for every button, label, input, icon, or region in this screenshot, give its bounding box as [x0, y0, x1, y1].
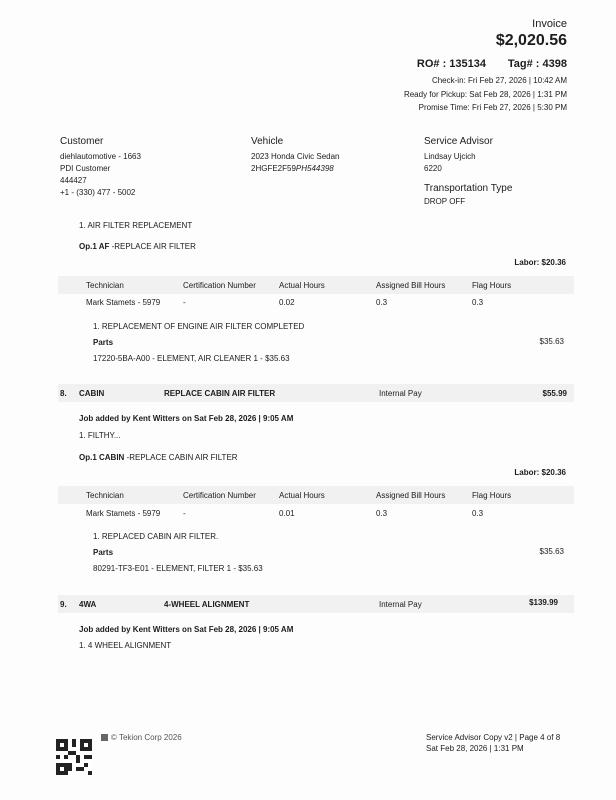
customer-phone: +1 - (330) 477 - 5002	[60, 188, 136, 197]
col-flag-hours: Flag Hours	[472, 491, 512, 500]
footer-copyright: © Tekion Corp 2026	[101, 733, 182, 742]
job9-header-band	[58, 595, 574, 613]
job7-cert: -	[183, 298, 186, 307]
customer-heading: Customer	[60, 136, 104, 147]
ready-time: Ready for Pickup: Sat Feb 28, 2026 | 1:31 PM	[403, 90, 567, 99]
job8-concern: 1. FILTHY...	[79, 431, 121, 440]
job7-parts-label: Parts	[93, 338, 114, 347]
job8-tech: Mark Stamets - 5979	[86, 509, 161, 518]
job8-added-by: Job added by Kent Witters on Sat Feb 28, 2026 | 9:05 AM	[79, 414, 294, 423]
doc-title: Invoice	[532, 18, 567, 30]
job7-concern: 1. AIR FILTER REPLACEMENT	[79, 221, 193, 230]
job8-amount: $55.99	[542, 389, 567, 398]
qr-code-icon	[56, 739, 92, 775]
footer-copy-page: Service Advisor Copy v2 | Page 4 of 8	[426, 733, 561, 742]
job8-title: REPLACE CABIN AIR FILTER	[164, 389, 276, 398]
col-flag-hours: Flag Hours	[472, 281, 512, 290]
col-technician: Technician	[86, 281, 124, 290]
job8-flag: 0.3	[472, 509, 484, 518]
transport-value: DROP OFF	[424, 197, 466, 206]
job8-parts-label: Parts	[93, 548, 114, 557]
job7-flag: 0.3	[472, 298, 484, 307]
vehicle-heading: Vehicle	[251, 136, 284, 147]
job7-story: 1. REPLACEMENT OF ENGINE AIR FILTER COMPLETED	[93, 322, 305, 331]
promise-time: Promise Time: Fri Feb 27, 2026 | 5:30 PM	[418, 103, 567, 112]
advisor-id: 6220	[424, 164, 442, 173]
job7-tech: Mark Stamets - 5979	[86, 298, 161, 307]
advisor-name: Lindsay Ujcich	[424, 152, 476, 161]
col-actual-hours: Actual Hours	[279, 491, 325, 500]
job8-pay-type: Internal Pay	[379, 389, 422, 398]
job8-operation: Op.1 CABIN -REPLACE CABIN AIR FILTER	[79, 453, 238, 462]
job9-concern: 1. 4 WHEEL ALIGNMENT	[79, 641, 172, 650]
job9-number: 9.	[60, 600, 67, 609]
col-certification: Certification Number	[183, 491, 256, 500]
col-assigned-hours: Assigned Bill Hours	[376, 491, 446, 500]
advisor-heading: Service Advisor	[424, 136, 493, 147]
vehicle-vin: 2HGFE2F59PH544398	[251, 164, 334, 173]
job8-code: CABIN	[79, 389, 105, 398]
job8-header-band	[58, 384, 574, 402]
job8-part-line: 80291-TF3-E01 - ELEMENT, FILTER 1 - $35.63	[93, 564, 263, 573]
job8-story: 1. REPLACED CABIN AIR FILTER.	[93, 532, 219, 541]
job8-parts-total: $35.63	[539, 547, 564, 556]
col-certification: Certification Number	[183, 281, 256, 290]
checkin-time: Check-in: Fri Feb 27, 2026 | 10:42 AM	[431, 76, 567, 85]
customer-name: diehlautomotive - 1663	[60, 152, 141, 161]
col-actual-hours: Actual Hours	[279, 281, 325, 290]
job7-assigned: 0.3	[376, 298, 388, 307]
footer-printed: Sat Feb 28, 2026 | 1:31 PM	[426, 744, 524, 753]
invoice-total: $2,020.56	[495, 32, 567, 49]
job7-actual: 0.02	[279, 298, 295, 307]
col-assigned-hours: Assigned Bill Hours	[376, 281, 446, 290]
ro-number: RO# : 135134	[416, 58, 486, 70]
vehicle-model: 2023 Honda Civic Sedan	[251, 152, 340, 161]
job8-number: 8.	[60, 389, 67, 398]
tag-number: Tag# : 4398	[507, 58, 567, 70]
job8-actual: 0.01	[279, 509, 295, 518]
job8-labor: Labor: $20.36	[514, 468, 566, 477]
job7-labor: Labor: $20.36	[514, 258, 566, 267]
transport-heading: Transportation Type	[424, 183, 513, 194]
col-technician: Technician	[86, 491, 124, 500]
job9-amount: $139.99	[529, 598, 558, 607]
job7-part-line: 17220-5BA-A00 - ELEMENT, AIR CLEANER 1 - $35.63	[93, 354, 290, 363]
job7-parts-total: $35.63	[539, 337, 564, 346]
job8-cert: -	[183, 509, 186, 518]
job9-title: 4-WHEEL ALIGNMENT	[164, 600, 250, 609]
job9-code: 4WA	[79, 600, 97, 609]
tekion-logo-icon	[101, 734, 108, 741]
job9-pay-type: Internal Pay	[379, 600, 422, 609]
job9-added-by: Job added by Kent Witters on Sat Feb 28, 2026 | 9:05 AM	[79, 625, 294, 634]
job8-assigned: 0.3	[376, 509, 388, 518]
customer-id: 444427	[60, 176, 87, 185]
customer-type: PDI Customer	[60, 164, 111, 173]
job7-operation: Op.1 AF -REPLACE AIR FILTER	[79, 242, 196, 251]
